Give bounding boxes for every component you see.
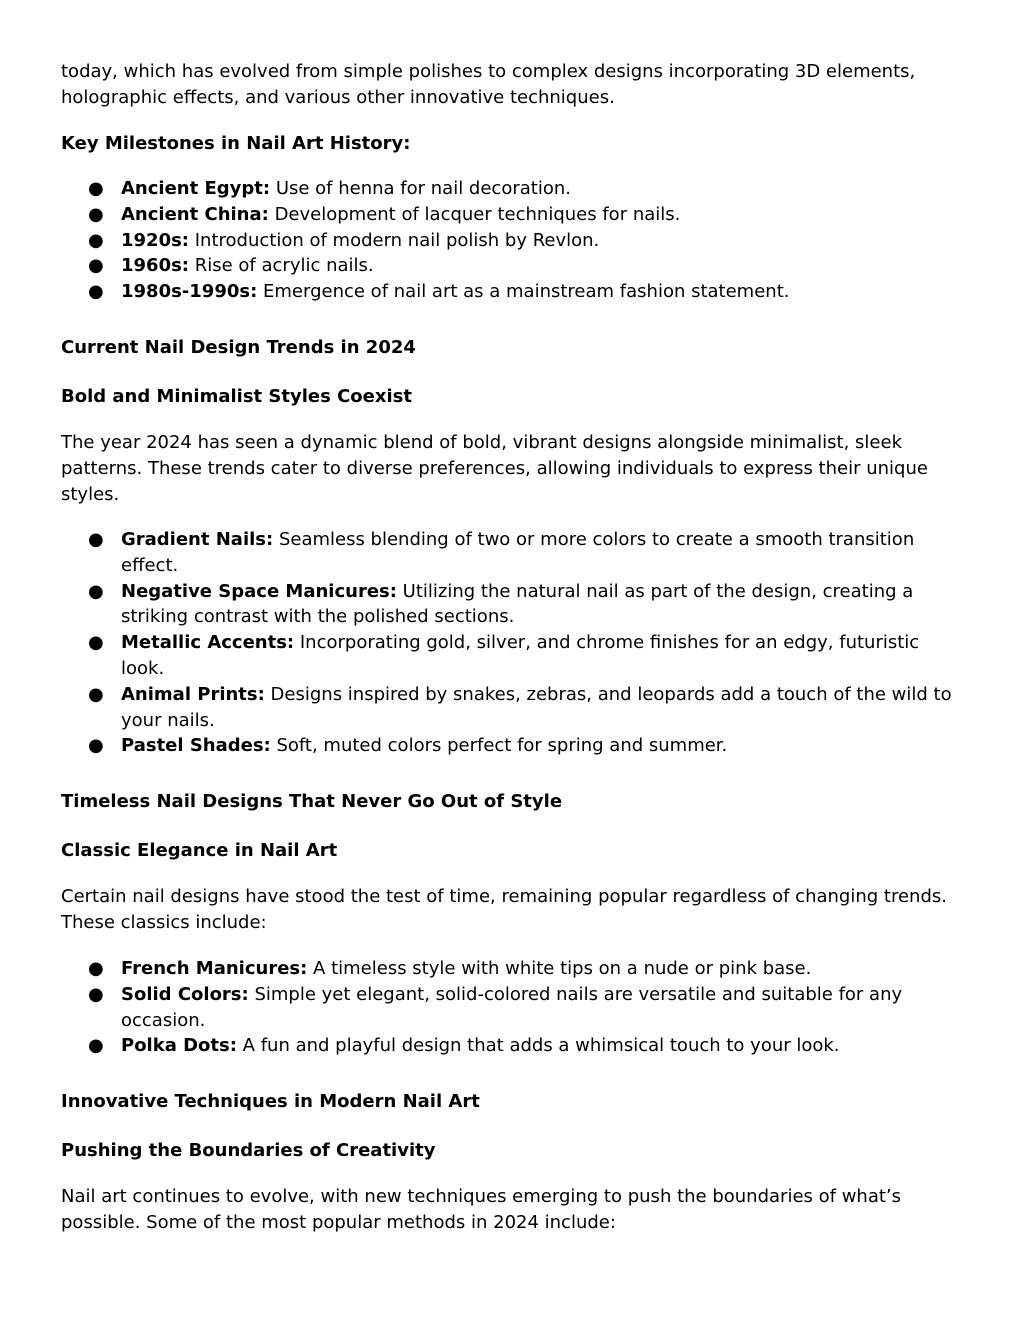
bullet-icon: ● bbox=[88, 203, 104, 225]
list-item-text: Use of henna for nail decoration. bbox=[270, 178, 571, 199]
bullet-icon: ● bbox=[88, 735, 104, 757]
list-item-text: Emergence of nail art as a mainstream fashion statement. bbox=[257, 281, 790, 303]
list-item-text: Utilizing the natural nail as part of the design, creating a striking contrast with the polished sections. bbox=[121, 580, 914, 628]
bullet-icon: ● bbox=[88, 683, 104, 705]
list-item-term: Animal Prints: bbox=[121, 683, 265, 705]
list-item bbox=[61, 1033, 961, 1059]
bullet-icon: ● bbox=[88, 529, 104, 550]
innovative-paragraph: Nail art continues to evolve, with new techniques emerging to push the boundaries of what’s possible. Some of the most popular methods in 2024 include: bbox=[61, 1186, 902, 1233]
list-item-term: 1980s-1990s: bbox=[121, 281, 258, 303]
list-item bbox=[61, 202, 961, 228]
list-item bbox=[61, 527, 961, 579]
bullet-icon: ● bbox=[88, 178, 104, 199]
bullet-icon: ● bbox=[88, 1035, 104, 1057]
list-item-text: Incorporating gold, silver, and chrome finishes for an edgy, futuristic look. bbox=[121, 632, 920, 679]
list-item bbox=[61, 982, 961, 1034]
list-item-text: Designs inspired by snakes, zebras, and leopards add a touch of the wild to your nails. bbox=[121, 683, 952, 731]
bullet-icon: ● bbox=[88, 580, 104, 602]
bullet-icon: ● bbox=[88, 281, 104, 303]
list-item-term: Gradient Nails: bbox=[121, 529, 274, 550]
list-item bbox=[61, 682, 961, 734]
list-item-text: A timeless style with white tips on a nude or pink base. bbox=[307, 958, 812, 979]
trends-list bbox=[61, 527, 961, 759]
list-item bbox=[61, 733, 961, 759]
list-item-text: Introduction of modern nail polish by Revlon. bbox=[189, 229, 600, 251]
list-item bbox=[61, 253, 961, 279]
list-item-term: Solid Colors: bbox=[121, 983, 249, 1005]
list-item bbox=[61, 630, 961, 682]
bullet-icon: ● bbox=[88, 229, 104, 251]
list-item-term: Polka Dots: bbox=[121, 1035, 237, 1057]
list-item-text: Seamless blending of two or more colors to create a smooth transition effect. bbox=[121, 529, 915, 576]
milestones-list bbox=[61, 176, 961, 305]
trends-subheading: Bold and Minimalist Styles Coexist bbox=[61, 386, 412, 407]
list-item-text: Soft, muted colors perfect for spring and summer. bbox=[270, 735, 728, 757]
milestones-heading: Key Milestones in Nail Art History: bbox=[61, 133, 411, 154]
list-item-term: Pastel Shades: bbox=[121, 735, 271, 757]
timeless-heading: Timeless Nail Designs That Never Go Out of Style bbox=[61, 791, 563, 812]
list-item-text: Rise of acrylic nails. bbox=[189, 255, 374, 277]
innovative-subheading: Pushing the Boundaries of Creativity bbox=[61, 1140, 436, 1161]
innovative-heading: Innovative Techniques in Modern Nail Art bbox=[61, 1091, 480, 1112]
timeless-subheading: Classic Elegance in Nail Art bbox=[61, 840, 338, 861]
list-item-term: Ancient Egypt: bbox=[121, 178, 271, 199]
list-item bbox=[61, 579, 961, 631]
list-item-term: French Manicures: bbox=[121, 958, 308, 979]
bullet-icon: ● bbox=[88, 983, 104, 1005]
list-item bbox=[61, 176, 961, 202]
trends-heading: Current Nail Design Trends in 2024 bbox=[61, 337, 416, 358]
bullet-icon: ● bbox=[88, 255, 104, 277]
list-item-term: Metallic Accents: bbox=[121, 632, 295, 654]
list-item-text: Development of lacquer techniques for nails. bbox=[268, 203, 681, 225]
timeless-list bbox=[61, 956, 961, 1059]
timeless-paragraph: Certain nail designs have stood the test of time, remaining popular regardless of changing trends. These classics include: bbox=[61, 886, 947, 933]
list-item bbox=[61, 228, 961, 254]
list-item-text: Simple yet elegant, solid-colored nails are versatile and suitable for any occasion. bbox=[121, 983, 903, 1031]
list-item-term: 1960s: bbox=[121, 255, 190, 277]
list-item bbox=[61, 956, 961, 982]
list-item-text: A fun and playful design that adds a whimsical touch to your look. bbox=[236, 1035, 840, 1057]
list-item-term: Ancient China: bbox=[121, 203, 269, 225]
list-item-term: Negative Space Manicures: bbox=[121, 580, 397, 602]
bullet-icon: ● bbox=[88, 632, 104, 654]
trends-paragraph: The year 2024 has seen a dynamic blend of bold, vibrant designs alongside minimalist, sleek patterns. These trends cater to diverse preferences, allowing individuals to express their unique styles. bbox=[61, 432, 928, 505]
list-item-term: 1920s: bbox=[121, 229, 190, 251]
list-item bbox=[61, 279, 961, 305]
bullet-icon: ● bbox=[88, 958, 104, 979]
intro-paragraph: today, which has evolved from simple polishes to complex designs incorporating 3D elements, holographic effects, and various other innovative techniques. bbox=[61, 61, 916, 108]
